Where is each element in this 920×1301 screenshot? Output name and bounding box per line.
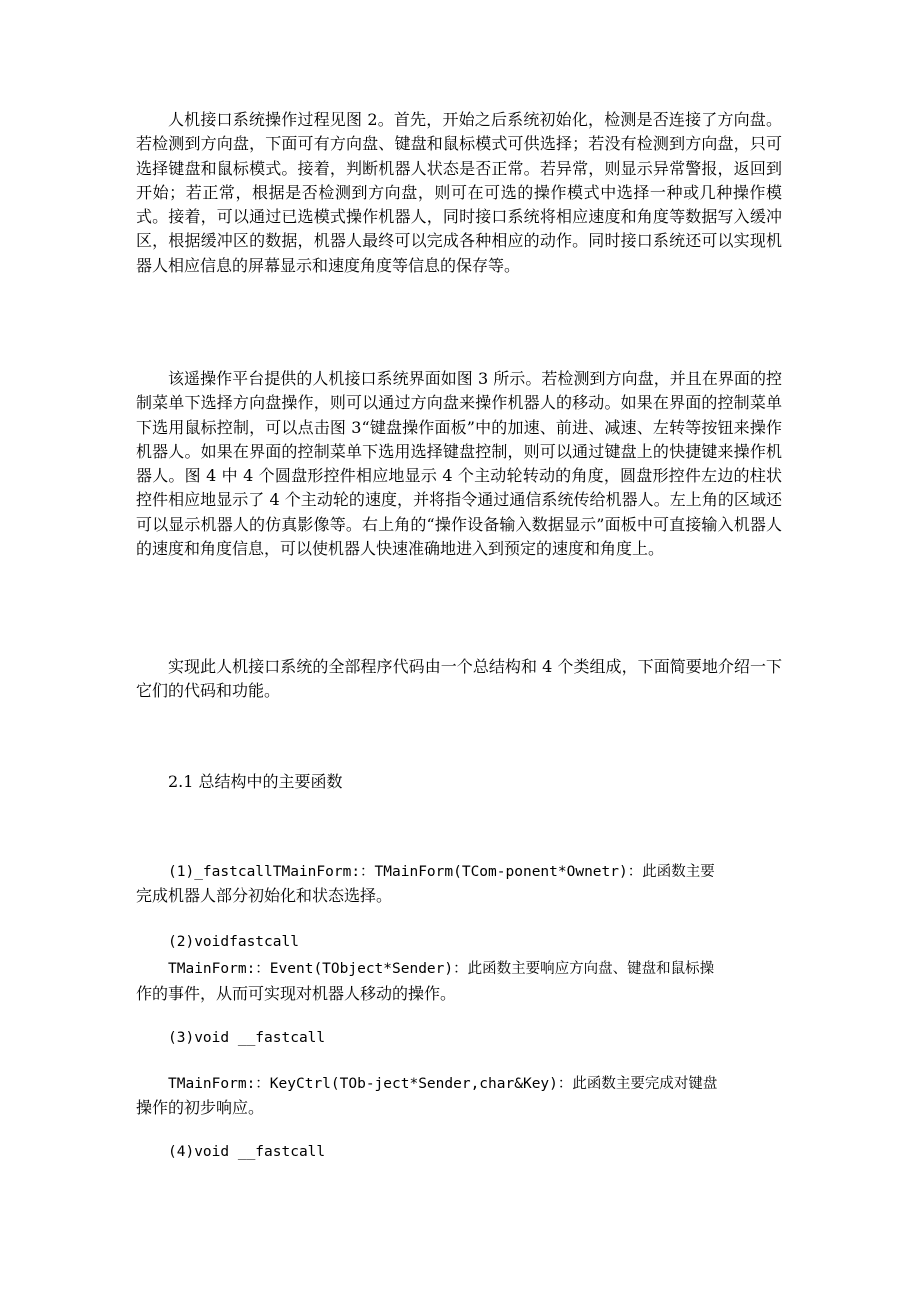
function-1-signature: (1)_fastcallTMainForm:：TMainForm(TCom-ponent*Ownetr)：此函数主要 bbox=[168, 864, 715, 880]
function-4-signature: (4)void __fastcall bbox=[168, 1144, 326, 1160]
paragraph-code-structure: 实现此人机接口系统的全部程序代码由一个总结构和 4 个类组成，下面简要地介绍一下它们的代码和功能。 bbox=[136, 657, 782, 701]
function-1-description: 完成机器人部分初始化和状态选择。 bbox=[136, 886, 393, 905]
section-heading: 2.1 总结构中的主要函数 bbox=[168, 772, 343, 791]
function-2-description-line-2: 作的事件，从而可实现对机器人移动的操作。 bbox=[136, 984, 457, 1003]
function-3-description-line-2: 操作的初步响应。 bbox=[136, 1098, 265, 1117]
function-2-signature: (2)voidfastcall bbox=[168, 934, 299, 950]
function-2-description-line-1: TMainForm:：Event(TObject*Sender)：此函数主要响应方向盘、键盘和鼠标操 bbox=[168, 961, 715, 977]
paragraph-operation-process: 人机接口系统操作过程见图 2。首先，开始之后系统初始化，检测是否连接了方向盘。若检测到方向盘，下面可有方向盘、键盘和鼠标模式可供选择；若没有检测到方向盘，只可选择键盘和鼠标模式。接着，判断机器人状态是否正常。若异常，则显示异常警报，返回到开始；若正常，根据是否检测到方向盘，则可在可选的操作模式中选择一种或几种操作模式。接着，可以通过已选模式操作机器人，同时接口系统将相应速度和角度等数据写入缓冲区，根据缓冲区的数据，机器人最终可以完成各种相应的动作。同时接口系统还可以实现机器人相应信息的屏幕显示和速度角度等信息的保存等。 bbox=[136, 110, 782, 275]
function-3-signature: (3)void __fastcall bbox=[168, 1030, 326, 1046]
function-3-description-line-1: TMainForm:：KeyCtrl(TOb-ject*Sender,char&Key)：此函数主要完成对键盘 bbox=[168, 1076, 718, 1092]
paragraph-interface-description: 该遥操作平台提供的人机接口系统界面如图 3 所示。若检测到方向盘，并且在界面的控制菜单下选择方向盘操作，则可以通过方向盘来操作机器人的移动。如果在界面的控制菜单下选用鼠标控制，可以点击图 3“键盘操作面板”中的加速、前进、减速、左转等按钮来操作机器人。如果在界面的控制菜单下选用选择键盘控制，则可以通过键盘上的快捷键来操作机器人。图 4 中 4 个圆盘形控件相应地显示 4 个主动轮转动的角度，圆盘形控件左边的柱状控件相应地显示了 4 个主动轮的速度，并将指令通过通信系统传给机器人。左上角的区域还可以显示机器人的仿真影像等。右上角的“操作设备输入数据显示”面板中可直接输入机器人的速度和角度信息，可以使机器人快速准确地进入到预定的速度和角度上。 bbox=[136, 369, 782, 559]
